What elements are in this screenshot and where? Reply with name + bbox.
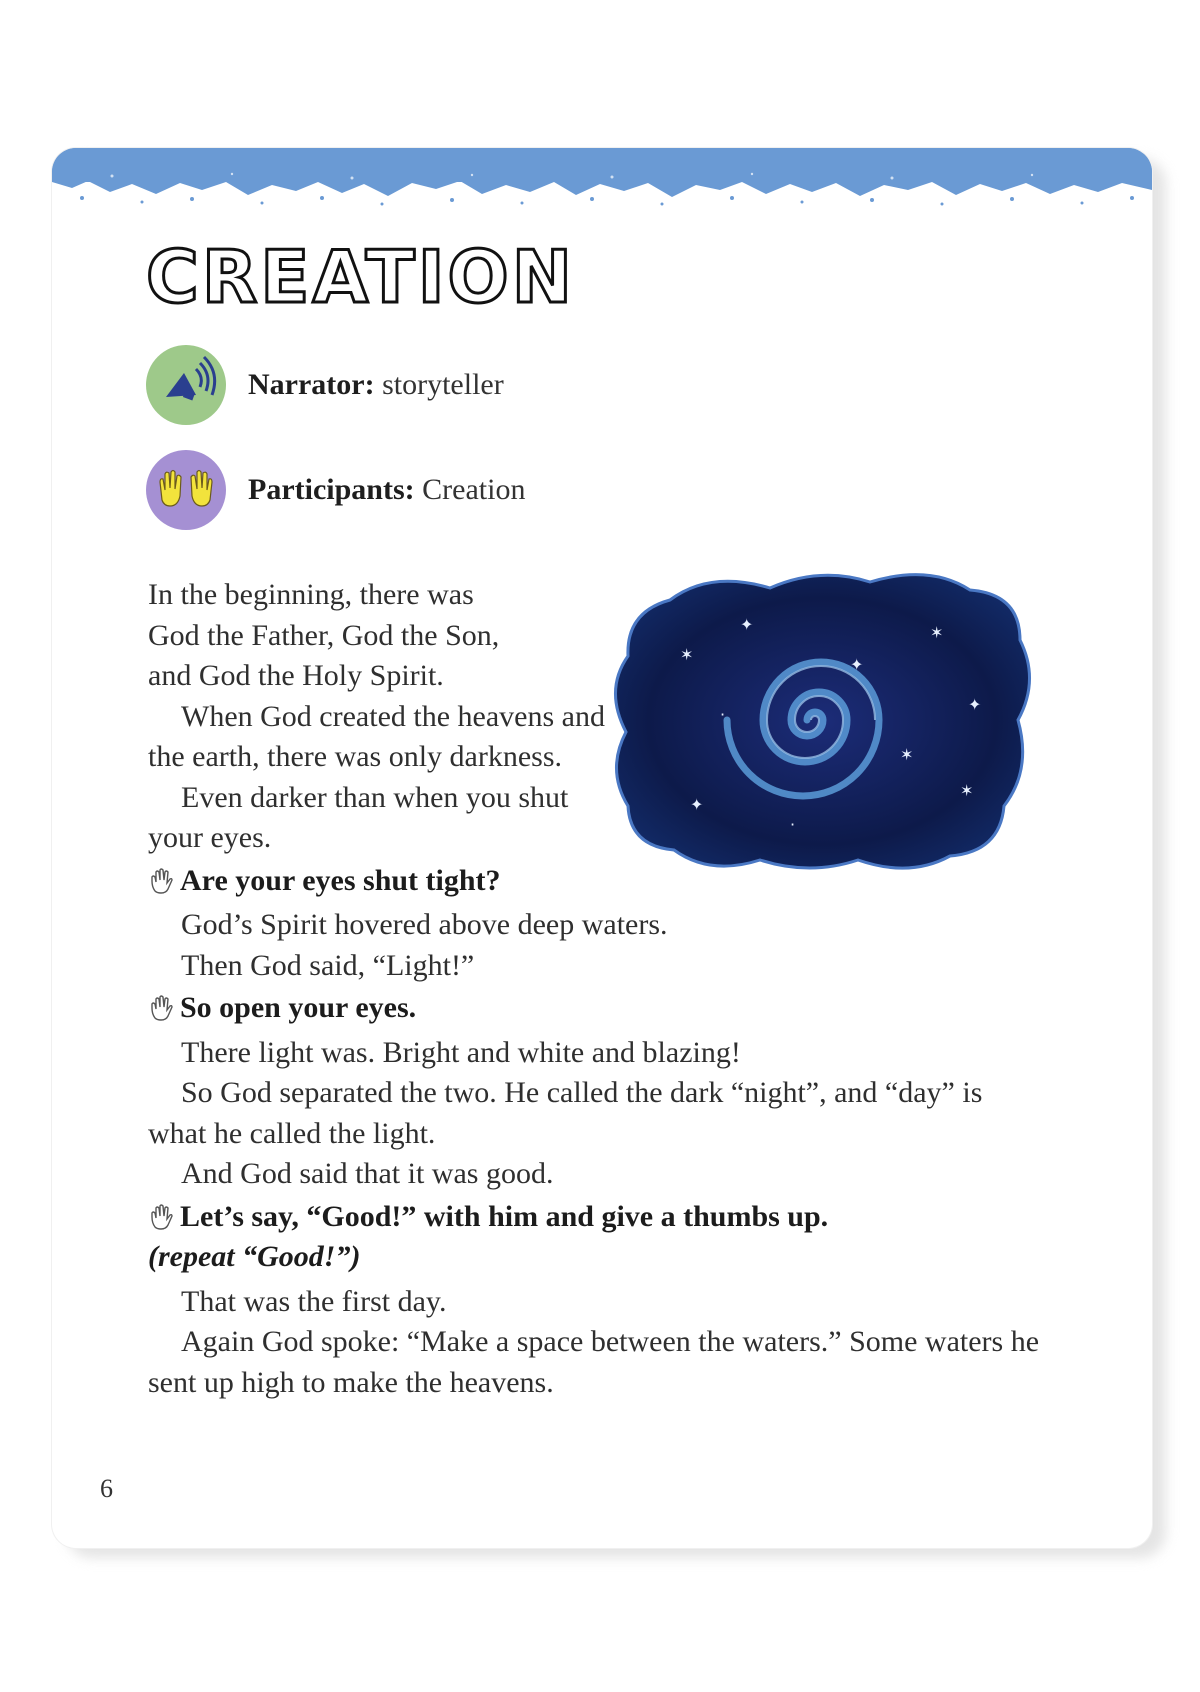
svg-text:✦: ✦: [690, 795, 704, 814]
svg-text:✶: ✶: [930, 623, 944, 642]
participant-prompt-3: [148, 1197, 1048, 1238]
narrator-value: storyteller: [374, 368, 504, 401]
story-line: and God the Holy Spirit.: [148, 659, 444, 692]
participants-value: Creation: [414, 473, 526, 506]
participant-prompt-2: [148, 988, 1048, 1029]
hands-icon: [144, 448, 228, 532]
story-line: God the Father, God the Son,: [148, 618, 500, 652]
header-band: [52, 148, 1152, 210]
svg-text:✦: ✦: [968, 695, 982, 714]
prompt-text: So open your eyes.: [180, 991, 417, 1024]
story-paragraph-1: [148, 575, 618, 697]
svg-text:·: ·: [790, 815, 796, 834]
page-number: 6: [100, 1474, 113, 1503]
svg-text:✦: ✦: [850, 655, 864, 674]
story-paragraph-8: And God said that it was good.: [181, 1157, 554, 1190]
svg-text:✦: ✦: [740, 615, 754, 634]
svg-text:✶: ✶: [900, 745, 914, 764]
book-page: [52, 148, 1152, 1548]
svg-text:✶: ✶: [680, 645, 694, 664]
story-text: [148, 575, 1048, 1403]
story-paragraph-6: There light was. Bright and white and blazing!: [181, 1035, 741, 1069]
svg-text:·: ·: [720, 705, 726, 724]
participants-text: [248, 473, 525, 507]
story-paragraph-10: Again God spoke: “Make a space between the waters.” Some waters he sent up high to make the heavens.: [148, 1325, 1040, 1399]
story-paragraph-3: Even darker than when you shut your eyes.: [148, 780, 569, 854]
participants-role: [144, 448, 525, 532]
hand-icon: [148, 1203, 176, 1231]
svg-text:✶: ✶: [960, 781, 974, 800]
story-paragraph-5: Then God said, “Light!”: [181, 948, 475, 982]
participants-label: Participants:: [248, 473, 415, 506]
prompt-text: Are your eyes shut tight?: [180, 863, 501, 897]
narrator-text: [248, 368, 504, 402]
prompt-note: (repeat “Good!”): [148, 1240, 361, 1273]
participant-prompt-1: [148, 861, 1048, 902]
narrator-label: Narrator:: [248, 368, 375, 401]
megaphone-icon: [144, 343, 228, 427]
prompt-text: Let’s say, “Good!” with him and give a thumbs up.: [180, 1199, 829, 1233]
hand-icon: [148, 994, 176, 1022]
story-paragraph-7: So God separated the two. He called the dark “night”, and “day” is what he called the light.: [148, 1076, 983, 1150]
narrator-role: [144, 343, 504, 427]
story-line: In the beginning, there was: [148, 578, 474, 611]
page-title: CREATION: [146, 235, 575, 319]
story-paragraph-4: God’s Spirit hovered above deep waters.: [181, 908, 668, 941]
hand-icon: [148, 867, 176, 895]
story-paragraph-2: When God created the heavens and the earth, there was only darkness.: [148, 699, 605, 773]
story-paragraph-9: That was the first day.: [181, 1284, 447, 1318]
